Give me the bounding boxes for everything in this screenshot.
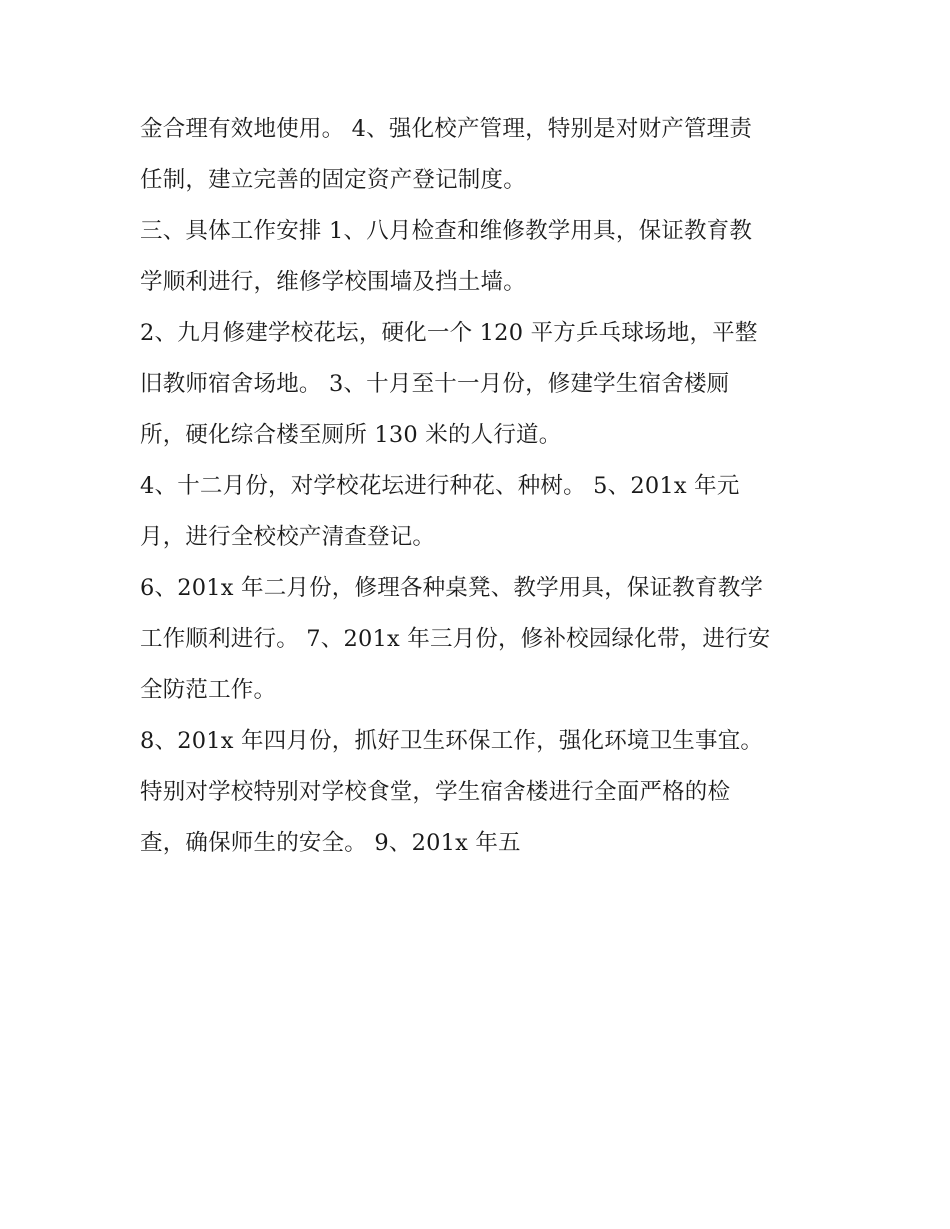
text-line: 2、九月修建学校花坛，硬化一个 120 平方乒乓球场地，平整 [140, 320, 758, 346]
text-line: 所，硬化综合楼至厕所 130 米的人行道。 [140, 422, 562, 448]
text-line: 查，确保师生的安全。 9、201x 年五 [140, 830, 521, 856]
text-line: 8、201x 年四月份，抓好卫生环保工作，强化环境卫生事宜。 [140, 728, 764, 754]
text-line: 三、具体工作安排 1、八月检查和维修教学用具，保证教育教 [140, 218, 753, 244]
text-line: 6、201x 年二月份，修理各种桌凳、教学用具，保证教育教学 [140, 575, 764, 601]
text-line: 任制，建立完善的固定资产登记制度。 [140, 167, 526, 193]
text-line: 旧教师宿舍场地。 3、十月至十一月份，修建学生宿舍楼厕 [140, 371, 730, 397]
text-line: 学顺利进行，维修学校围墙及挡土墙。 [140, 269, 526, 295]
document-body [140, 104, 820, 869]
text-line: 全防范工作。 [140, 677, 277, 703]
text-line: 特别对学校特别对学校食堂，学生宿舍楼进行全面严格的检 [140, 779, 731, 805]
text-line: 工作顺利进行。 7、201x 年三月份，修补校园绿化带，进行安 [140, 626, 771, 652]
text-line: 金合理有效地使用。 4、强化校产管理，特别是对财产管理责 [140, 116, 753, 142]
text-line: 月，进行全校校产清查登记。 [140, 524, 436, 550]
text-line: 4、十二月份，对学校花坛进行种花、种树。 5、201x 年元 [140, 473, 740, 499]
